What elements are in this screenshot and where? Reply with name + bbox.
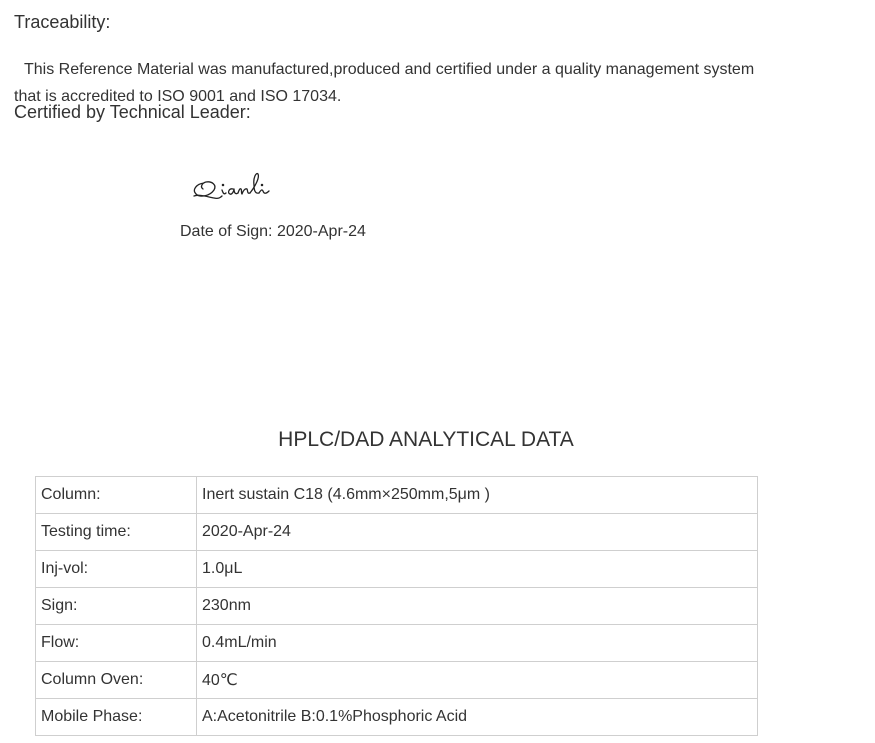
- traceability-heading: Traceability:: [14, 12, 111, 32]
- row-value: 1.0μL: [197, 551, 758, 588]
- table-row: [36, 662, 758, 699]
- table-row: [36, 477, 758, 514]
- row-label: Sign:: [36, 588, 197, 625]
- table-row: [36, 514, 758, 551]
- hplc-analytical-data-table: [35, 476, 758, 736]
- certified-by-heading: Certified by Technical Leader:: [14, 102, 251, 122]
- row-value: 0.4mL/min: [197, 625, 758, 662]
- row-label: Testing time:: [36, 514, 197, 551]
- row-label: Column:: [36, 477, 197, 514]
- row-label: Mobile Phase:: [36, 699, 197, 736]
- table-row: [36, 551, 758, 588]
- row-label: Column Oven:: [36, 662, 197, 699]
- table-row: [36, 699, 758, 736]
- row-value: Inert sustain C18 (4.6mm×250mm,5μm ): [197, 477, 758, 514]
- table-row: [36, 625, 758, 662]
- traceability-statement-line-2: that is accredited to ISO 9001 and ISO 17034.: [14, 88, 342, 105]
- hplc-section-title: HPLC/DAD ANALYTICAL DATA: [278, 428, 574, 451]
- handwritten-signature: [190, 170, 286, 204]
- row-label: Inj-vol:: [36, 551, 197, 588]
- date-of-sign: Date of Sign: 2020-Apr-24: [180, 223, 366, 240]
- row-label: Flow:: [36, 625, 197, 662]
- row-value: 2020-Apr-24: [197, 514, 758, 551]
- row-value: 230nm: [197, 588, 758, 625]
- traceability-statement-line-1: This Reference Material was manufactured,produced and certified under a quality management system: [24, 61, 755, 78]
- table-row: [36, 588, 758, 625]
- row-value: A:Acetonitrile B:0.1%Phosphoric Acid: [197, 699, 758, 736]
- row-value: 40℃: [197, 662, 758, 699]
